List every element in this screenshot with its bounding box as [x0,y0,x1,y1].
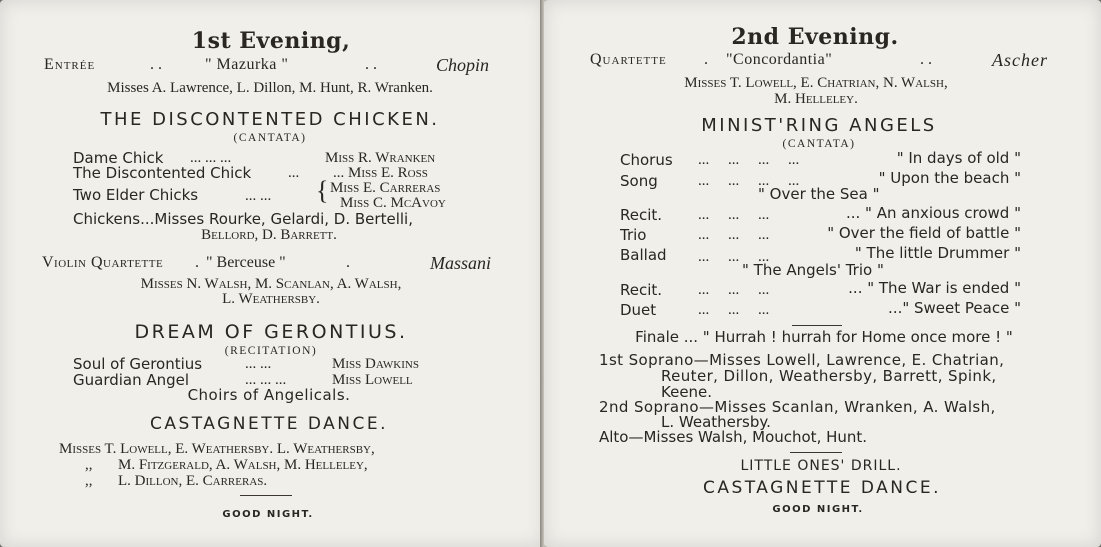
violin-composer: Massani [430,253,492,273]
actor-mcavoy: Miss C. McAvoy [340,195,446,211]
violin-dots-2: . [346,254,350,271]
soprano-2-line-2: L. Weathersby. [661,413,771,431]
violin-label: Violin Quartette [42,254,164,271]
role-dots: ... ... ... [245,372,287,388]
soprano-1-line-1: 1st Soprano—Misses Lowell, Lawrence, E. Chatrian, [599,351,1005,369]
role-dots: ... ... [245,356,272,372]
item-dots: ... ... ... [698,282,770,298]
ditto-mark: ,, [85,473,93,489]
item-song: ... " An anxious crowd " [845,204,1021,222]
drill-line: LITTLE ONES' DRILL. [740,458,902,474]
divider [240,495,292,496]
quartette-composer: Ascher [992,50,1048,70]
item-extra: " Over the Sea " [758,185,880,203]
entree-dots-2: . . [365,56,377,73]
item-song: " In days of old " [896,149,1021,167]
cantata-1-subtitle: (CANTATA) [233,132,307,144]
left-page [0,0,544,547]
first-evening-title: 1st Evening, [191,28,351,54]
item-dots: ... ... ... [698,227,770,243]
gerontius-title: DREAM OF GERONTIUS. [134,321,408,343]
actor-carreras: Miss E. Carreras [330,180,441,196]
castagnette-title-2: CASTAGNETTE DANCE. [702,478,942,498]
cantata-1-title: THE DISCONTENTED CHICKEN. [100,109,440,130]
item-song: " The little Drummer " [854,244,1021,262]
item-song: " Over the field of battle " [827,224,1021,242]
cantata-2-subtitle: (CANTATA) [782,138,856,150]
actor-ross: ... Miss E. Ross [333,165,428,181]
role-soul: Soul of Gerontius [73,355,203,373]
cantata-2-title: MINIST'RING ANGELS [701,115,937,136]
entree-dots: . . [150,56,162,73]
soprano-1-line-2: Reuter, Dillon, Weathersby, Barrett, Spink, [661,367,997,385]
quartette-dots-2: . . [920,51,932,68]
choirs-line: Choirs of Angelicals. [187,386,351,404]
violin-piece: " Berceuse " [206,254,286,271]
quartette-dots: . [704,51,708,68]
item-dots: ... ... ... ... [698,173,800,189]
soprano-2-line-1: 2nd Soprano—Misses Scanlan, Wranken, A. Walsh, [599,398,996,416]
item-label: Recit. [620,206,663,224]
item-label: Trio [620,226,647,244]
item-dots: ... ... ... [698,302,770,318]
quartette-performers-2: M. Helleley. [774,91,858,107]
quartette-performers-1: Misses T. Lowell, E. Chatrian, N. Walsh, [684,75,948,91]
item-song: ..." Sweet Peace " [888,299,1021,317]
item-label: Ballad [620,246,667,264]
entree-label: Entrée [44,56,96,73]
item-label: Song [620,172,658,190]
ditto-mark: ,, [85,457,93,473]
soprano-1-line-3: Keene. [661,383,713,401]
good-night-right: GOOD NIGHT. [772,504,864,515]
second-evening-title: 2nd Evening. [731,24,899,50]
divider [792,325,842,326]
role-guardian: Guardian Angel [73,371,190,389]
dance-performers-1: Misses T. Lowell, E. Weathersby. L. Weathersby, [59,441,375,457]
quartette-piece: "Concordantia" [726,51,833,68]
item-extra: " The Angels' Trio " [742,261,884,279]
gerontius-subtitle: (RECITATION) [224,345,318,357]
castagnette-title-1: CASTAGNETTE DANCE. [149,414,389,434]
item-dots: ... ... ... [698,249,770,265]
role-dots: ... ... [245,188,272,204]
good-night-left: GOOD NIGHT. [222,509,314,520]
role-dots: ... ... ... [190,150,232,166]
actor-wranken: Miss R. Wranken [325,150,436,166]
dance-performers-2: M. Fitzgerald, A. Walsh, M. Helleley, [118,457,368,473]
right-page [544,0,1101,547]
entree-performers: Misses A. Lawrence, L. Dillon, M. Hunt, R. Wranken. [107,80,433,96]
role-dots: ... [288,165,300,181]
role-elder-chicks: Two Elder Chicks [73,186,199,204]
alto-line: Alto—Misses Walsh, Mouchot, Hunt. [599,428,868,446]
quartette-label: Quartette [590,51,667,68]
violin-dots: . [195,254,199,271]
entree-piece: " Mazurka " [205,56,289,73]
item-dots: ... ... ... ... [698,152,800,168]
actor-dawkins: Miss Dawkins [332,356,419,372]
finale-line: Finale ... " Hurrah ! hurrah for Home once more ! " [635,328,1013,346]
violin-performers-2: L. Weathersby. [222,291,320,307]
chickens-line-2: Bellord, D. Barrett. [201,227,337,243]
violin-performers-1: Misses N. Walsh, M. Scanlan, A. Walsh, [140,276,402,292]
item-label: Chorus [620,151,673,169]
item-label: Duet [620,301,657,319]
role-discontented-chick: The Discontented Chick [73,164,252,182]
item-label: Recit. [620,281,663,299]
divider [790,452,842,453]
role-dame-chick: Dame Chick [73,149,164,167]
dance-performers-3: L. Dillon, E. Carreras. [118,473,268,489]
item-song: ... " The War is ended " [848,279,1021,297]
entree-composer: Chopin [436,55,490,75]
brace-icon: { [316,176,329,205]
item-dots: ... ... ... [698,207,770,223]
actor-lowell: Miss Lowell [332,372,413,388]
chickens-line-1: Chickens...Misses Rourke, Gelardi, D. Bertelli, [73,210,413,228]
item-song: " Upon the beach " [878,169,1021,187]
